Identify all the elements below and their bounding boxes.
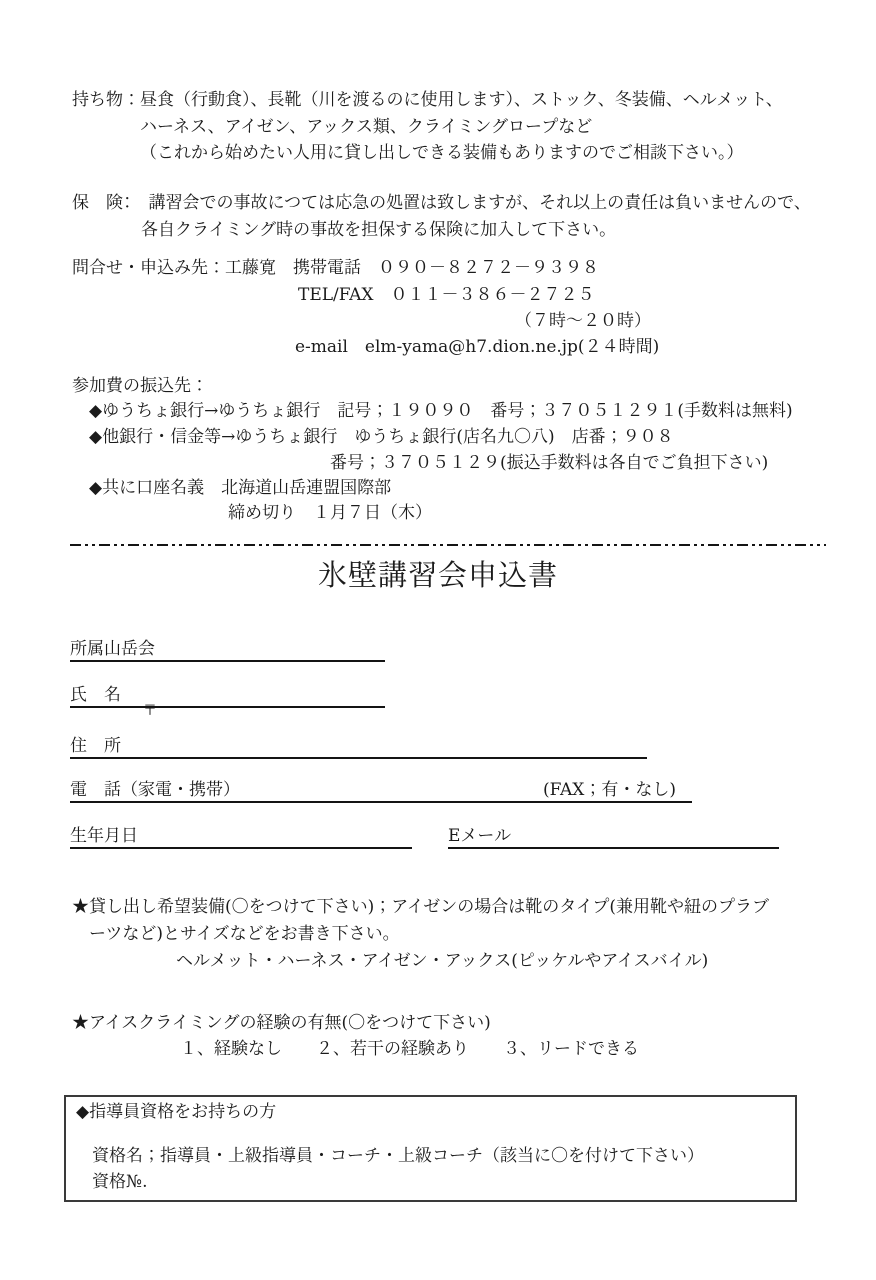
experience-options: １、経験なし ２、若干の経験あり ３、リードできる: [180, 1039, 639, 1059]
birthdate-field-label: 生年月日: [70, 826, 138, 846]
form-title: 氷壁講習会申込書: [317, 558, 558, 592]
phone-field-label: 電 話（家電・携帯）: [70, 780, 240, 800]
contact-line-2: TEL/FAX ０１１－３８６－２７２５: [298, 285, 595, 305]
belongings-line-1: 持ち物：昼食（行動食）、長靴（川を渡るのに使用します）、ストック、冬装備、ヘルメット、: [72, 90, 783, 110]
club-field-label: 所属山岳会: [70, 639, 155, 659]
equipment-options: ヘルメット・ハーネス・アイゼン・アックス(ピッケルやアイスバイル): [176, 951, 709, 971]
payment-deadline: 締め切り １月７日（木）: [228, 503, 432, 523]
belongings-line-2: ハーネス、アイゼン、アックス類、クライミングロープなど: [140, 117, 593, 137]
fax-option-label: (FAX；有・なし): [543, 780, 676, 800]
address-field: [70, 733, 647, 759]
postal-mark: 〒: [143, 703, 157, 719]
belongings-line-3: （これから始めたい人用に貸し出しできる装備もありますのでご相談下さい。）: [140, 143, 744, 163]
contact-line-3: （７時～２０時）: [515, 311, 651, 331]
payment-line-3: 番号；３７０５１２９(振込手数料は各自でご負担下さい): [330, 453, 769, 473]
payment-line-2: ◆他銀行・信金等→ゆうちょ銀行 ゆうちょ銀行(店名九〇八) 店番；９０８: [89, 427, 674, 447]
equipment-line-2: ーツなど)とサイズなどをお書き下さい。: [89, 924, 400, 944]
qualification-name-line: 資格名；指導員・上級指導員・コーチ・上級コーチ（該当に〇を付けて下さい）: [92, 1146, 704, 1166]
name-field-label: 氏 名: [70, 685, 121, 705]
name-field: [70, 682, 385, 708]
payment-line-4: ◆共に口座名義 北海道山岳連盟国際部: [89, 478, 392, 498]
phone-field: [70, 777, 692, 803]
dash-dot-divider: [70, 544, 826, 546]
payment-line-1: ◆ゆうちょ銀行→ゆうちょ銀行 記号；１９０９０ 番号；３７０５１２９１(手数料は無料): [89, 401, 793, 421]
address-field-label: 住 所: [70, 736, 121, 756]
contact-line-1: 問合せ・申込み先：工藤寛 携帯電話 ０９０－８２７２－９３９８: [72, 258, 599, 278]
instructor-qualification-box: [64, 1095, 797, 1202]
equipment-line-1: ★貸し出し希望装備(〇をつけて下さい)；アイゼンの場合は靴のタイプ(兼用靴や紐のプラブ: [72, 897, 770, 917]
birthdate-field: [70, 823, 412, 849]
insurance-line-1: 保 険： 講習会での事故につては応急の処置は致しますが、それ以上の責任は負いませんので、: [72, 193, 811, 213]
experience-question: ★アイスクライミングの経験の有無(〇をつけて下さい): [72, 1013, 491, 1033]
contact-line-4: e-mail elm-yama@h7.dion.ne.jp(２４時間): [295, 337, 660, 357]
qualification-number-label: 資格№.: [92, 1172, 148, 1192]
payment-header: 参加費の振込先：: [72, 376, 208, 396]
instructor-box-title: ◆指導員資格をお持ちの方: [76, 1102, 277, 1122]
email-field: [448, 823, 779, 849]
email-field-label: Eメール: [448, 826, 512, 846]
club-field: [70, 636, 385, 662]
insurance-line-2: 各自クライミング時の事故を担保する保険に加入して下さい。: [141, 220, 617, 240]
